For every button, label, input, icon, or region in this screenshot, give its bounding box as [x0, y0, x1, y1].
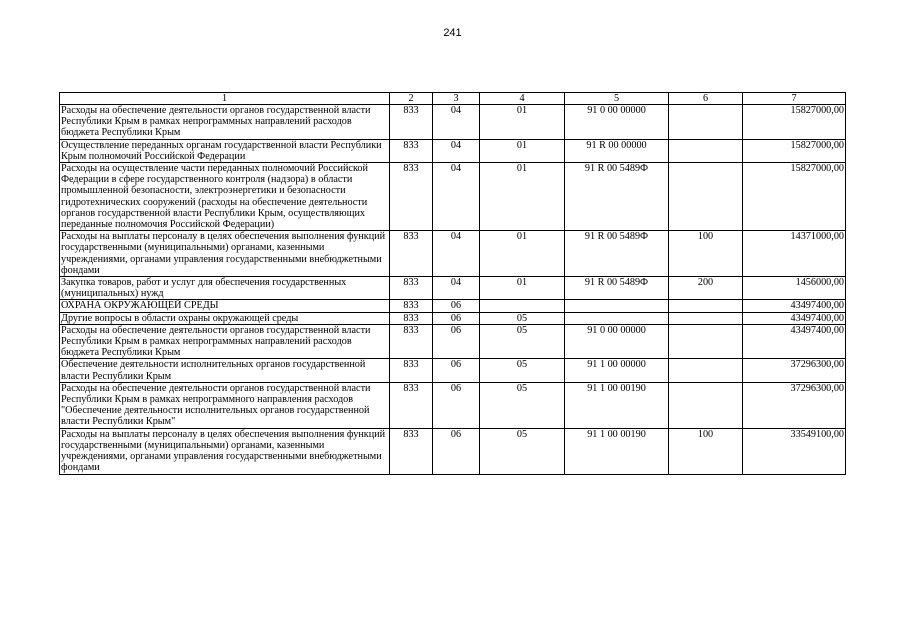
row-target-code: 91 1 00 00190 — [565, 382, 669, 428]
row-expense-type — [669, 105, 743, 140]
table-body — [60, 105, 846, 475]
row-section-code: 06 — [433, 312, 480, 324]
header-col-3: 3 — [433, 93, 480, 105]
row-target-code: 91 R 00 5489Ф — [565, 231, 669, 277]
row-target-code: 91 1 00 00000 — [565, 359, 669, 382]
row-section-code: 04 — [433, 105, 480, 140]
row-ministry-code: 833 — [390, 139, 433, 162]
row-subsection-code: 01 — [480, 163, 565, 231]
row-section-code: 06 — [433, 300, 480, 312]
row-subsection-code: 01 — [480, 231, 565, 277]
page-number: 241 — [443, 27, 462, 39]
row-ministry-code: 833 — [390, 382, 433, 428]
row-ministry-code: 833 — [390, 300, 433, 312]
row-ministry-code: 833 — [390, 277, 433, 300]
row-ministry-code: 833 — [390, 359, 433, 382]
row-expense-type — [669, 163, 743, 231]
row-expense-type — [669, 312, 743, 324]
table-row — [60, 163, 846, 231]
row-subsection-code: 05 — [480, 382, 565, 428]
header-col-1: 1 — [60, 93, 390, 105]
row-expense-type — [669, 382, 743, 428]
row-name: Закупка товаров, работ и услуг для обеспечения государственных (муниципальных) нужд — [60, 277, 390, 300]
table-row — [60, 277, 846, 300]
header-col-6: 6 — [669, 93, 743, 105]
row-name: Расходы на осуществление части переданных полномочий Российской Федерации в сфере государственного контроля (надзора) в области промышленной безопасности, электроэнергетики и безопасности гидротехнических сооружений (расходы на обеспечение деятельности органов государственной власти Республики Крым, осуществляющих переданные полномочия Российской Федерации) — [60, 163, 390, 231]
row-expense-type — [669, 300, 743, 312]
table-row — [60, 300, 846, 312]
row-subsection-code — [480, 300, 565, 312]
row-target-code: 91 R 00 00000 — [565, 139, 669, 162]
row-ministry-code: 833 — [390, 163, 433, 231]
row-amount: 43497400,00 — [743, 312, 846, 324]
row-name: Расходы на обеспечение деятельности органов государственной власти Республики Крым в рамках непрограммных направлений расходов бюджета Республики Крым — [60, 105, 390, 140]
row-ministry-code: 833 — [390, 324, 433, 359]
row-section-code: 06 — [433, 324, 480, 359]
row-name: Расходы на обеспечение деятельности органов государственной власти Республики Крым в рамках непрограммного направления расходов "Обеспечение деятельности исполнительных органов государственной власти Республики Крым" — [60, 382, 390, 428]
budget-table — [59, 92, 846, 475]
row-expense-type — [669, 324, 743, 359]
row-ministry-code: 833 — [390, 105, 433, 140]
row-ministry-code: 833 — [390, 312, 433, 324]
row-target-code — [565, 300, 669, 312]
row-subsection-code: 05 — [480, 324, 565, 359]
row-subsection-code: 05 — [480, 428, 565, 474]
table-row — [60, 324, 846, 359]
row-ministry-code: 833 — [390, 231, 433, 277]
table-row — [60, 428, 846, 474]
table-row — [60, 231, 846, 277]
row-amount: 37296300,00 — [743, 382, 846, 428]
table-row — [60, 359, 846, 382]
row-subsection-code: 01 — [480, 277, 565, 300]
row-section-code: 06 — [433, 359, 480, 382]
row-name: Осуществление переданных органам государственной власти Республики Крым полномочий Российской Федерации — [60, 139, 390, 162]
row-target-code: 91 0 00 00000 — [565, 105, 669, 140]
row-subsection-code: 05 — [480, 359, 565, 382]
row-expense-type — [669, 139, 743, 162]
row-expense-type: 100 — [669, 231, 743, 277]
row-amount: 1456000,00 — [743, 277, 846, 300]
row-expense-type: 200 — [669, 277, 743, 300]
row-amount: 37296300,00 — [743, 359, 846, 382]
row-expense-type: 100 — [669, 428, 743, 474]
table-row — [60, 139, 846, 162]
row-section-code: 06 — [433, 428, 480, 474]
header-col-5: 5 — [565, 93, 669, 105]
row-amount: 43497400,00 — [743, 300, 846, 312]
header-col-4: 4 — [480, 93, 565, 105]
row-name: ОХРАНА ОКРУЖАЮЩЕЙ СРЕДЫ — [60, 300, 390, 312]
table-header-row — [60, 93, 846, 105]
row-expense-type — [669, 359, 743, 382]
header-col-7: 7 — [743, 93, 846, 105]
row-amount: 15827000,00 — [743, 105, 846, 140]
row-target-code: 91 R 00 5489Ф — [565, 163, 669, 231]
row-ministry-code: 833 — [390, 428, 433, 474]
row-amount: 43497400,00 — [743, 324, 846, 359]
row-subsection-code: 05 — [480, 312, 565, 324]
row-amount: 15827000,00 — [743, 139, 846, 162]
table-row — [60, 382, 846, 428]
row-section-code: 04 — [433, 139, 480, 162]
row-amount: 33549100,00 — [743, 428, 846, 474]
row-subsection-code: 01 — [480, 139, 565, 162]
header-col-2: 2 — [390, 93, 433, 105]
row-name: Другие вопросы в области охраны окружающей среды — [60, 312, 390, 324]
row-target-code: 91 1 00 00190 — [565, 428, 669, 474]
row-section-code: 06 — [433, 382, 480, 428]
row-amount: 14371000,00 — [743, 231, 846, 277]
row-section-code: 04 — [433, 163, 480, 231]
row-name: Расходы на выплаты персоналу в целях обеспечения выполнения функций государственными (муниципальными) органами, казенными учреждениями, органами управления государственными внебюджетными фондами — [60, 428, 390, 474]
row-section-code: 04 — [433, 277, 480, 300]
row-section-code: 04 — [433, 231, 480, 277]
row-subsection-code: 01 — [480, 105, 565, 140]
row-name: Расходы на обеспечение деятельности органов государственной власти Республики Крым в рамках непрограммных направлений расходов бюджета Республики Крым — [60, 324, 390, 359]
row-amount: 15827000,00 — [743, 163, 846, 231]
table-row — [60, 312, 846, 324]
row-name: Обеспечение деятельности исполнительных органов государственной власти Республики Крым — [60, 359, 390, 382]
row-name: Расходы на выплаты персоналу в целях обеспечения выполнения функций государственными (муниципальными) органами, казенными учреждениями, органами управления государственными внебюджетными фондами — [60, 231, 390, 277]
row-target-code: 91 0 00 00000 — [565, 324, 669, 359]
table-row — [60, 105, 846, 140]
row-target-code — [565, 312, 669, 324]
row-target-code: 91 R 00 5489Ф — [565, 277, 669, 300]
